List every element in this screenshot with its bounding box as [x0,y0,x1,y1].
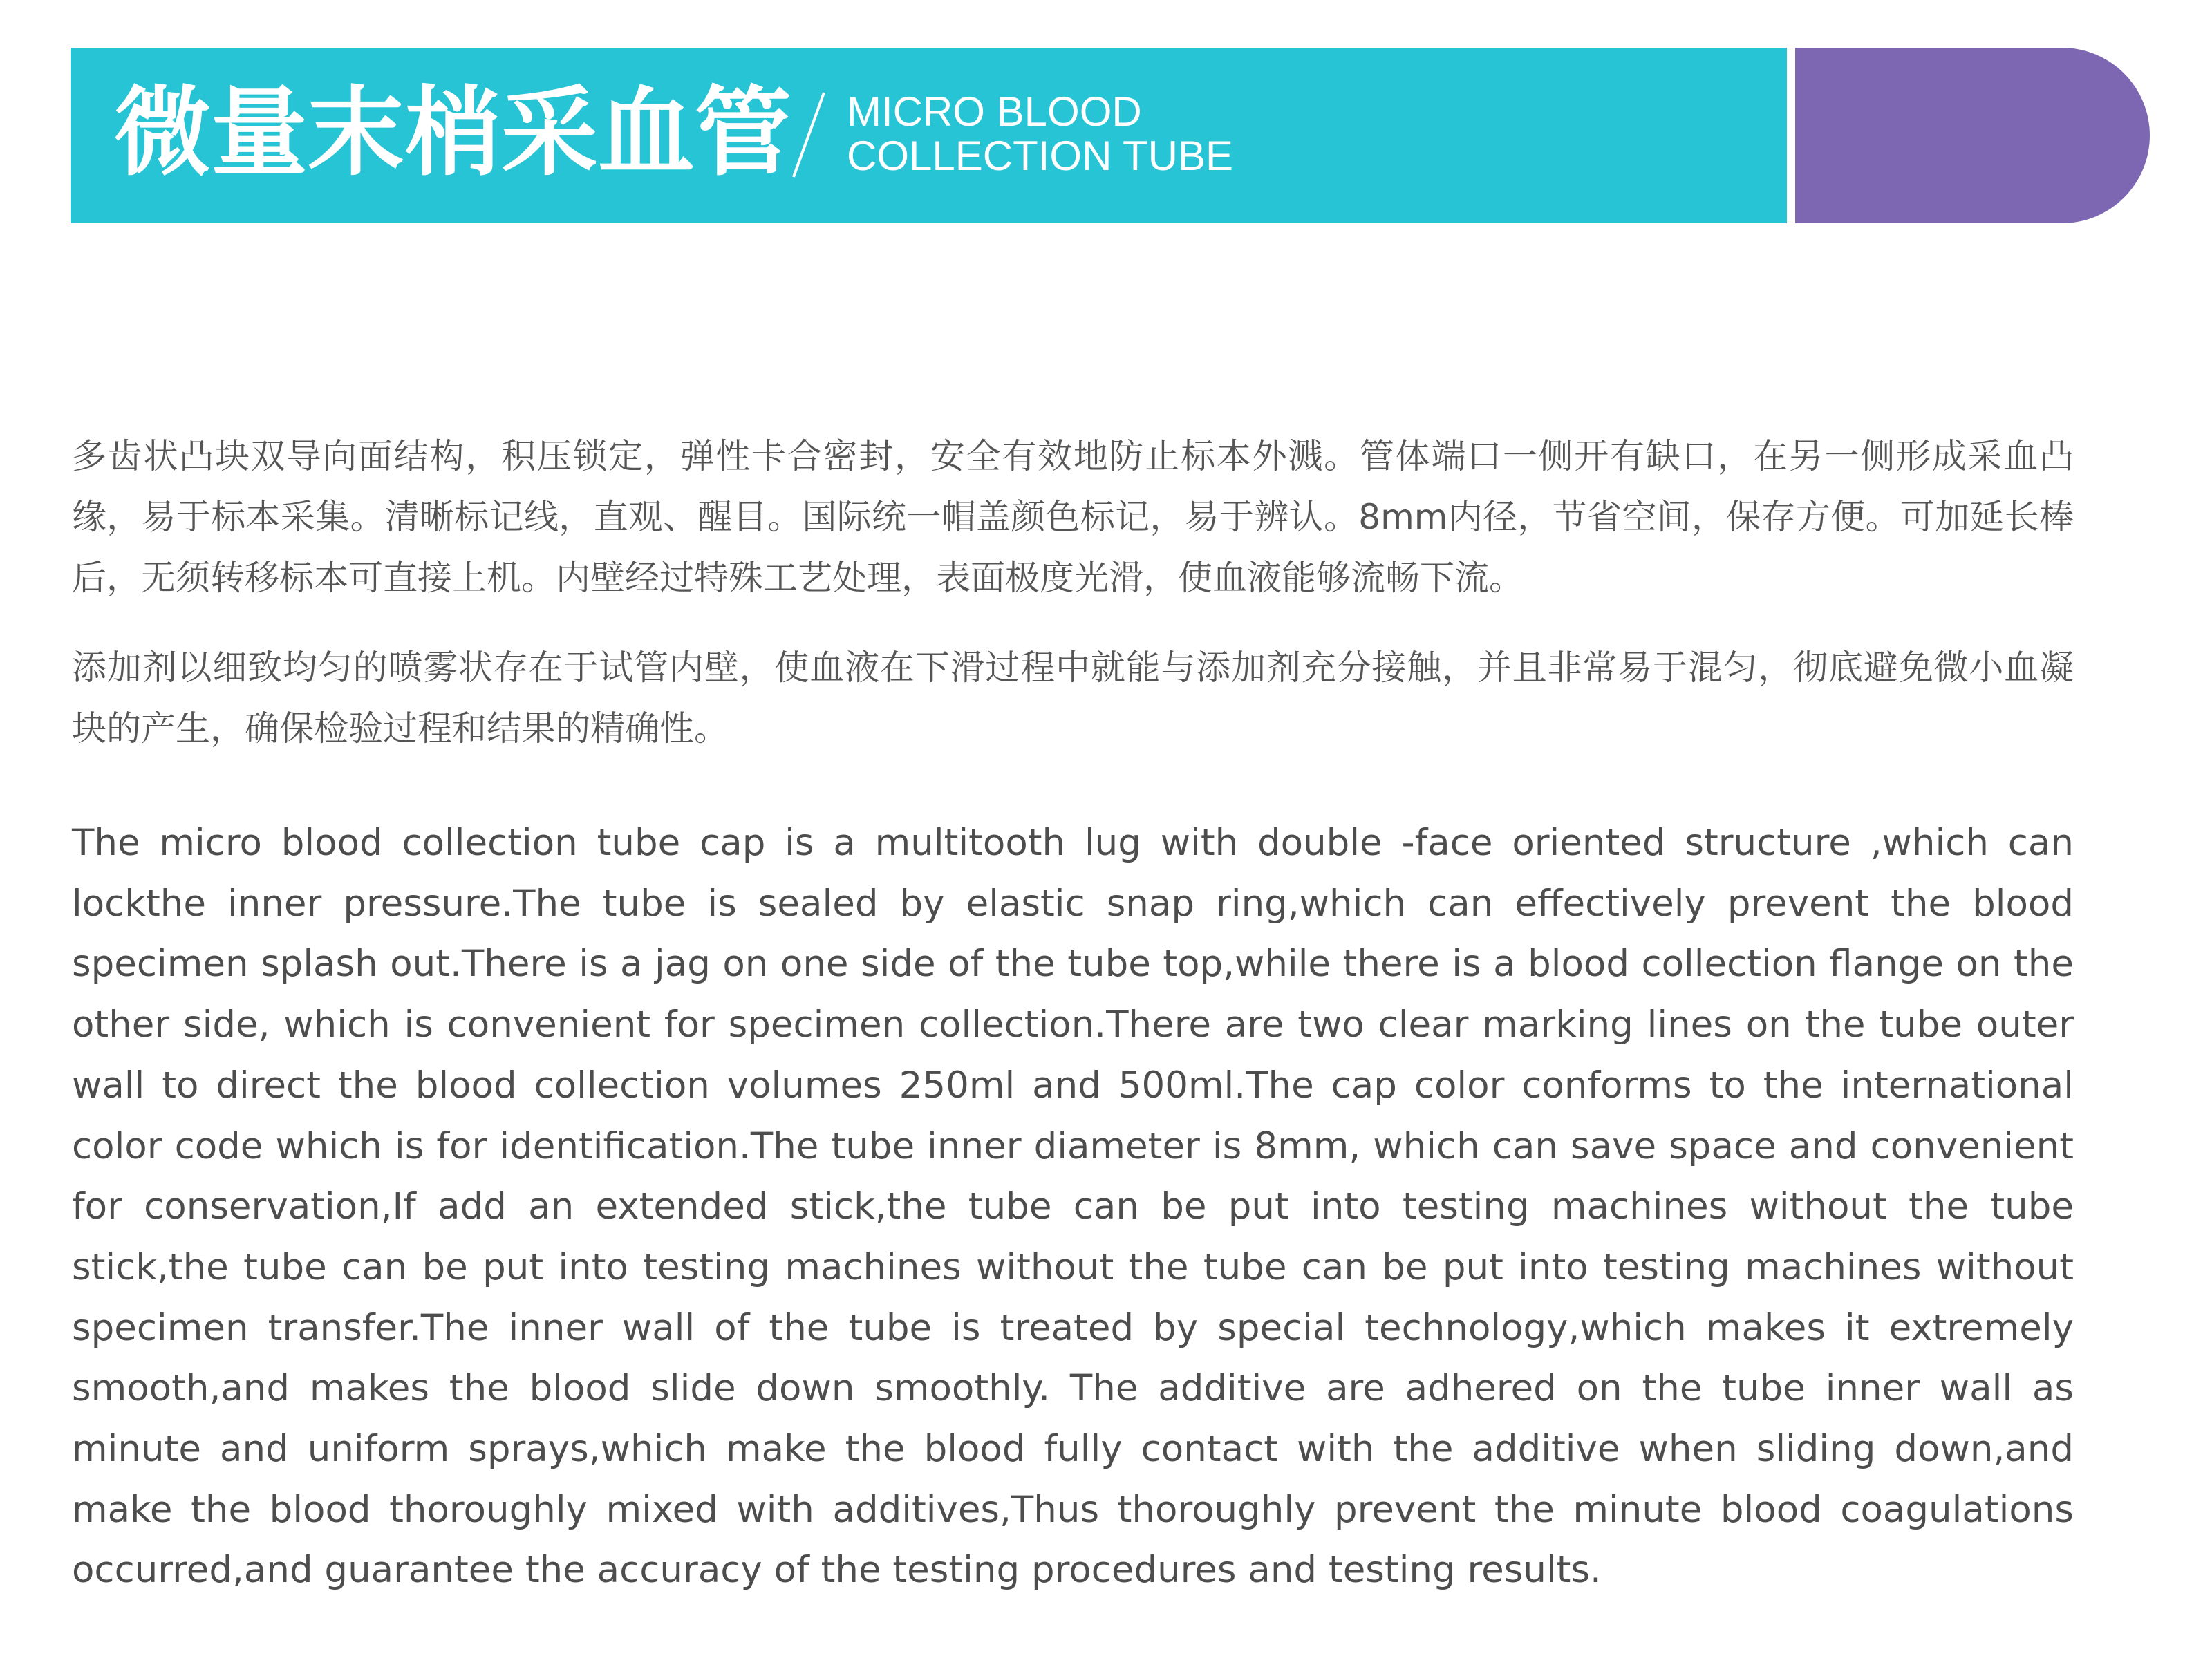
paragraph-chinese-1: 多齿状凸块双导向面结构，积压锁定，弹性卡合密封，安全有效地防止标本外溅。管体端口一侧开有缺口，在另一侧形成采血凸缘，易于标本采集。清晰标记线，直观、醒目。国际统一帽盖颜色标记，易于辨认。8mm内径，节省空间，保存方便。可加延长棒后，无须转移标本可直接上机。内壁经过特殊工艺处理，表面极度光滑，使血液能够流畅下流。 [72,436,2074,598]
paragraph-chinese-2: 添加剂以细致均匀的喷雾状存在于试管内壁，使血液在下滑过程中就能与添加剂充分接触，并且非常易于混匀，彻底避免微小血凝块的产生，确保检验过程和结果的精确性。 [72,648,2074,749]
title-english-line1: MICRO BLOOD [847,88,1142,135]
paragraph-english: The micro blood collection tube cap is a multitooth lug with double -face oriented structure ,which can lockthe inner pressure.The tube is sealed by elastic snap ring,which can effectively prevent the blood specimen splash out.There is a jag on one side of the tube top,while there is a blood collection flange on the other side, which is convenient for specimen collection.There are two clear marking lines on the tube outer wall to direct the blood collection volumes 250ml and 500ml.The cap color conforms to the international color code which is for identification.The tube inner diameter is 8mm, which can save space and convenient for conservation,If add an extended stick,the tube can be put into testing machines without the tube stick,the tube can be put into testing machines without the tube can be put into testing machines without specimen transfer.The inner wall of the tube is treated by special technology,which makes it extremely smooth,and makes the blood slide down smoothly. The additive are adhered on the tube inner wall as minute and uniform sprays,which make the blood fully contact with the additive when sliding down,and make the blood thoroughly mixed with additives,Thus thoroughly prevent the minute blood coagulations occurred,and guarantee the accuracy of the testing procedures and testing results. [72,822,2074,1592]
title-chinese: 微量末梢采血管 [114,77,792,189]
title-english-line2: COLLECTION TUBE [847,133,1234,179]
title-divider-slash [788,90,830,180]
title-english [847,90,1233,178]
header-accent-tab [1795,48,2150,223]
